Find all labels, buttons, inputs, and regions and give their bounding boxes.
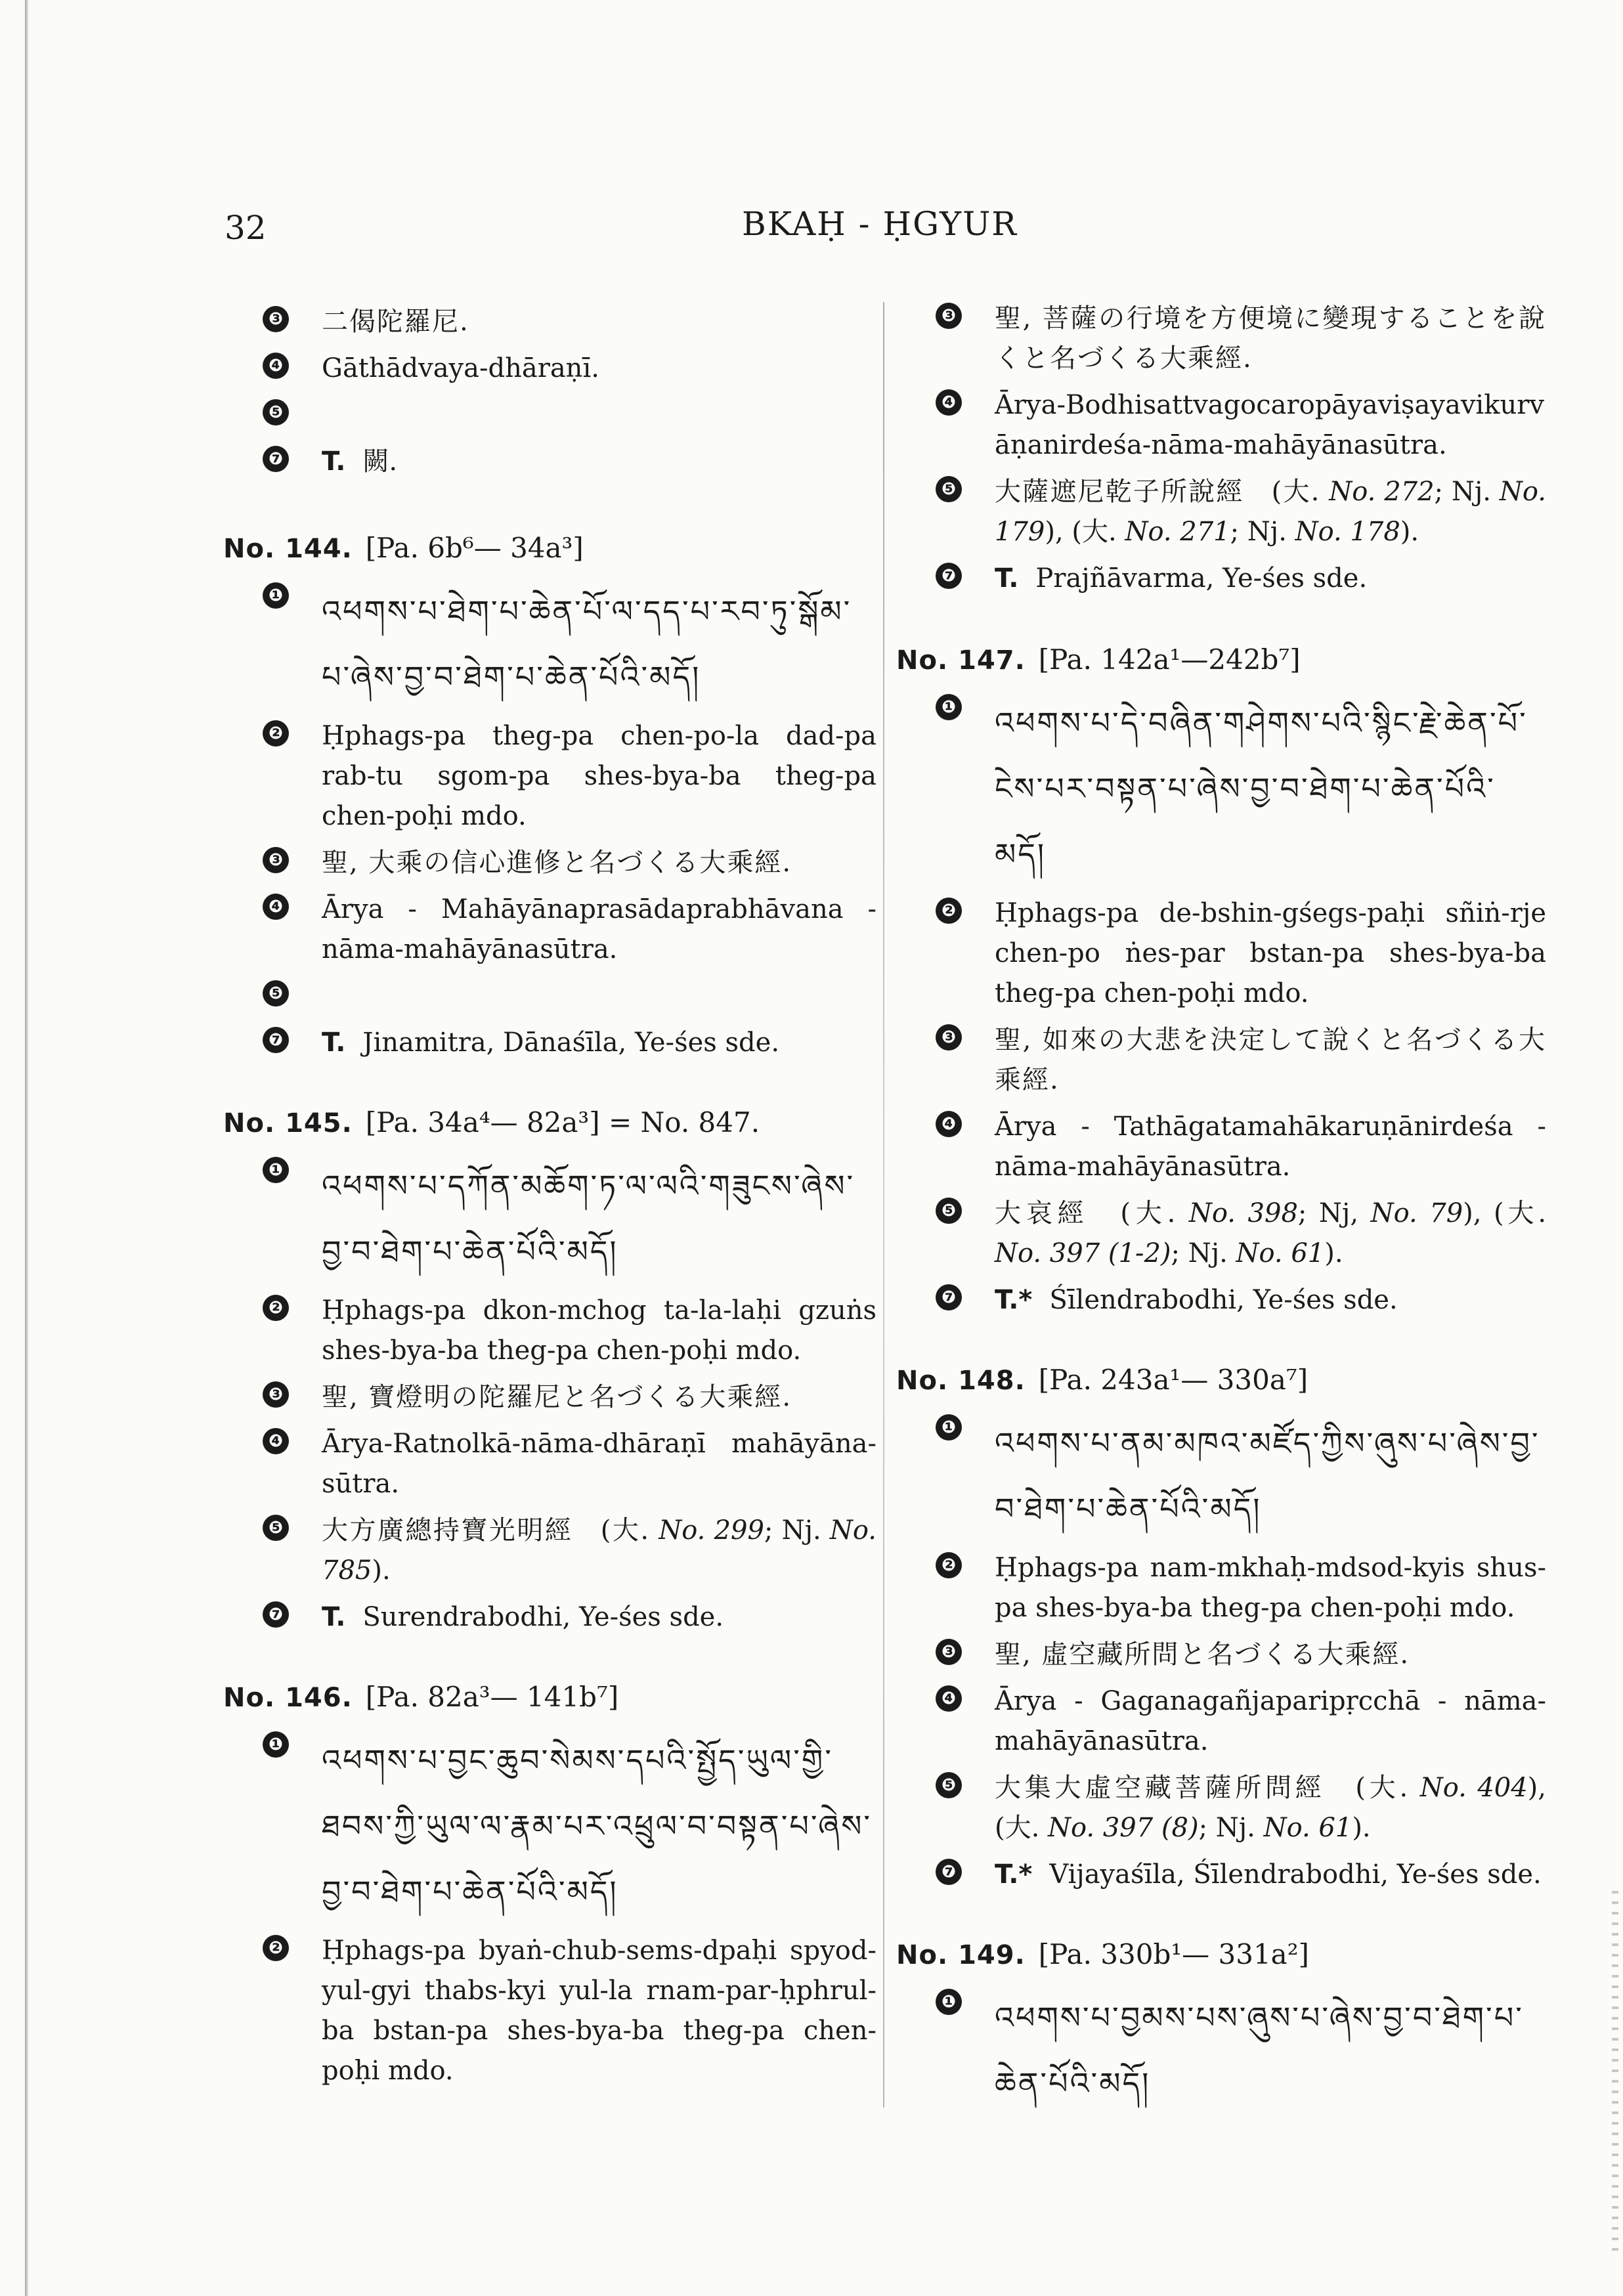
tibetan-title: འཕགས་པ་བྱམས་པས་ཞུས་པ་ཞེས་བྱ་བ་ཐེག་པ་ཆེན་པོའི་མདོ། bbox=[995, 2000, 1524, 2101]
right-column bbox=[896, 292, 1546, 2155]
marker-7: ❼ bbox=[936, 1284, 962, 1310]
item-4 bbox=[223, 349, 876, 389]
taisho-number: No. 397 (1-2) bbox=[995, 1238, 1171, 1268]
folio-ref: [Pa. 243a¹— 330a⁷] bbox=[1038, 1364, 1309, 1396]
ref-separator: ), (大. bbox=[1463, 1198, 1547, 1228]
ref-separator: ; Nj. bbox=[1198, 1813, 1255, 1843]
left-column bbox=[223, 295, 876, 2131]
item-3 bbox=[223, 843, 876, 883]
marker-4: ❹ bbox=[263, 894, 289, 920]
marker-7: ❼ bbox=[263, 446, 289, 472]
sanskrit-title: Ārya - Gaganagañjaparipṛcchā - nāma-mahāyānasūtra. bbox=[995, 1686, 1546, 1756]
marker-7: ❼ bbox=[936, 1859, 962, 1885]
translators: Śīlendrabodhi, Ye-śes sde. bbox=[1049, 1285, 1398, 1315]
translator-prefix: T. bbox=[322, 1602, 346, 1632]
marker-5: ❺ bbox=[263, 980, 289, 1007]
item-3 bbox=[896, 1020, 1546, 1100]
entry-number: No. 145. bbox=[223, 1108, 353, 1138]
ref-separator: ), (大. bbox=[995, 1773, 1546, 1843]
ref-close: ). bbox=[372, 1555, 391, 1586]
marker-5: ❺ bbox=[263, 399, 289, 425]
sanskrit-title: Ārya-Bodhisattvagocaropāyaviṣayavikurvāṇanirdeśa-nāma-mahāyānasūtra. bbox=[995, 390, 1544, 460]
japanese-title: 聖, 如來の大悲を決定して說くと名づくる大乘經. bbox=[995, 1025, 1546, 1095]
entry-number: No. 144. bbox=[223, 534, 353, 564]
item-2 bbox=[223, 1931, 876, 2091]
item-2 bbox=[896, 894, 1546, 1014]
chinese-ref-title: 大哀經 (大. bbox=[995, 1198, 1177, 1228]
marker-7: ❼ bbox=[936, 563, 962, 589]
marker-5: ❺ bbox=[263, 1515, 289, 1541]
japanese-title: 二偈陀羅尼. bbox=[322, 307, 469, 337]
translators: Vijayaśīla, Śīlendrabodhi, Ye-śes sde. bbox=[1049, 1859, 1542, 1890]
item-1 bbox=[896, 1985, 1546, 2116]
marker-2: ❷ bbox=[936, 1552, 962, 1578]
marker-1: ❶ bbox=[936, 1989, 962, 2015]
scan-noise bbox=[1612, 1891, 1618, 2259]
folio-ref: [Pa. 34a⁴— 82a³] = No. 847. bbox=[365, 1106, 760, 1138]
translator-prefix: T. bbox=[995, 563, 1019, 594]
item-3 bbox=[896, 299, 1546, 379]
transliteration: Ḥphags-pa byaṅ-chub-sems-dpaḥi spyod-yul-gyi thabs-kyi yul-la rnam-par-ḥphrul-ba bstan-pa shes-bya-ba theg-pa chen-poḥi mdo. bbox=[322, 1936, 876, 2086]
marker-2: ❷ bbox=[936, 898, 962, 924]
item-3 bbox=[896, 1635, 1546, 1675]
nanjio-number: No. 79 bbox=[1370, 1198, 1463, 1228]
transliteration: Ḥphags-pa dkon-mchog ta-la-laḥi gzuṅs shes-bya-ba theg-pa chen-poḥi mdo. bbox=[322, 1295, 876, 1366]
translator-prefix: T. bbox=[322, 1028, 346, 1058]
nanjio-number: No. 61 bbox=[1236, 1238, 1325, 1268]
entry-number: No. 147. bbox=[896, 645, 1026, 676]
entry-header bbox=[896, 639, 1546, 681]
tibetan-title: འཕགས་པ་ཐེག་པ་ཆེན་པོ་ལ་དད་པ་རབ་ཏུ་སྒོམ་པ་ཞེས་བྱ་བ་ཐེག་པ་ཆེན་པོའི་མདོ། bbox=[322, 594, 852, 695]
item-5 bbox=[223, 1511, 876, 1591]
chinese-ref-title: 大薩遮尼乾子所說經 (大. bbox=[995, 477, 1321, 507]
folio-ref: [Pa. 142a¹—242b⁷] bbox=[1038, 643, 1301, 676]
transliteration: Ḥphags-pa de-bshin-gśegs-paḥi sñiṅ-rje chen-po ṅes-par bstan-pa shes-bya-ba theg-pa chen-poḥi mdo. bbox=[995, 898, 1546, 1008]
nanjio-number: No. 179 bbox=[995, 477, 1547, 547]
marker-7: ❼ bbox=[263, 1601, 289, 1628]
item-7 bbox=[223, 1597, 876, 1637]
japanese-title: 聖, 寶燈明の陀羅尼と名づくる大乘經. bbox=[322, 1382, 792, 1412]
entry-number: No. 149. bbox=[896, 1940, 1026, 1970]
marker-2: ❷ bbox=[263, 1295, 289, 1321]
folio-ref: [Pa. 330b¹— 331a²] bbox=[1038, 1938, 1309, 1970]
scan-edge bbox=[25, 0, 29, 2296]
ref-close: ). bbox=[1352, 1813, 1371, 1843]
ref-separator: ; Nj. bbox=[1171, 1238, 1228, 1268]
item-2 bbox=[223, 1291, 876, 1371]
marker-1: ❶ bbox=[936, 694, 962, 720]
entry-146 bbox=[223, 1677, 876, 2091]
marker-1: ❶ bbox=[263, 1731, 289, 1758]
item-2 bbox=[896, 1548, 1546, 1628]
marker-3: ❸ bbox=[936, 1024, 962, 1051]
item-3 bbox=[223, 1377, 876, 1418]
marker-4: ❹ bbox=[936, 1111, 962, 1137]
item-3 bbox=[223, 302, 876, 342]
entry-143-continued bbox=[223, 302, 876, 482]
item-4 bbox=[896, 1107, 1546, 1187]
translators: Jinamitra, Dānaśīla, Ye-śes sde. bbox=[362, 1028, 780, 1058]
item-4 bbox=[896, 385, 1546, 466]
ref-close: ). bbox=[1324, 1238, 1343, 1268]
entry-146-continued bbox=[896, 299, 1546, 599]
taisho-number: No. 397 (8) bbox=[1048, 1813, 1199, 1843]
ref-close: ). bbox=[1400, 517, 1419, 547]
marker-2: ❷ bbox=[263, 720, 289, 747]
marker-4: ❹ bbox=[936, 389, 962, 416]
item-7 bbox=[223, 1023, 876, 1063]
nanjio-number: No. 785 bbox=[322, 1515, 877, 1586]
item-1 bbox=[223, 1153, 876, 1284]
taisho-number: No. 404 bbox=[1419, 1773, 1528, 1803]
japanese-title: 聖, 虛空藏所問と名づくる大乘經. bbox=[995, 1639, 1410, 1670]
sanskrit-title: Ārya - Tathāgatamahākaruṇānirdeśa - nāma-mahāyānasūtra. bbox=[995, 1112, 1546, 1182]
translator-prefix: T. bbox=[322, 446, 346, 477]
entry-header bbox=[896, 1934, 1546, 1976]
marker-1: ❶ bbox=[263, 1157, 289, 1183]
ref-separator: ; Nj. bbox=[764, 1515, 821, 1546]
sanskrit-title: Ārya-Ratnolkā-nāma-dhāraṇī mahāyāna-sūtra. bbox=[322, 1429, 876, 1499]
item-1 bbox=[223, 578, 876, 710]
marker-3: ❸ bbox=[936, 1639, 962, 1665]
translators: Surendrabodhi, Ye-śes sde. bbox=[362, 1602, 724, 1632]
entry-header bbox=[223, 1677, 876, 1718]
entry-header bbox=[896, 1360, 1546, 1401]
folio-ref: [Pa. 82a³— 141b⁷] bbox=[365, 1681, 619, 1713]
marker-5: ❺ bbox=[936, 1198, 962, 1224]
transliteration: Ḥphags-pa nam-mkhaḥ-mdsod-kyis shus-pa shes-bya-ba theg-pa chen-poḥi mdo. bbox=[995, 1553, 1546, 1623]
item-7 bbox=[896, 1855, 1546, 1895]
marker-3: ❸ bbox=[263, 847, 289, 873]
marker-2: ❷ bbox=[263, 1935, 289, 1961]
item-4 bbox=[223, 890, 876, 970]
ref-separator: ; Nj. bbox=[1434, 477, 1492, 507]
item-7 bbox=[223, 442, 876, 482]
item-5 bbox=[896, 1194, 1546, 1274]
marker-3: ❸ bbox=[263, 1381, 289, 1408]
marker-5: ❺ bbox=[936, 1772, 962, 1798]
taisho-number: No. 398 bbox=[1188, 1198, 1298, 1228]
chinese-ref-title: 大集大虛空藏菩薩所問經 (大. bbox=[995, 1773, 1410, 1803]
nanjio-number: No. 178 bbox=[1295, 517, 1400, 547]
marker-7: ❼ bbox=[263, 1027, 289, 1053]
entry-147 bbox=[896, 639, 1546, 1320]
item-4 bbox=[896, 1681, 1546, 1762]
marker-1: ❶ bbox=[263, 582, 289, 609]
marker-4: ❹ bbox=[263, 353, 289, 379]
tibetan-title: འཕགས་པ་དེ་བཞིན་གཤེགས་པའི་སྙིང་རྗེ་ཆེན་པོ་ངེས་པར་བསྟན་པ་ཞེས་བྱ་བ་ཐེག་པ་ཆེན་པོའི་མདོ། bbox=[995, 705, 1528, 872]
sanskrit-title: Ārya - Mahāyānaprasādaprabhāvana - nāma-mahāyānasūtra. bbox=[322, 894, 876, 964]
tibetan-title: འཕགས་པ་དཀོན་མཆོག་ཏ་ལ་ལའི་གཟུངས་ཞེས་བྱ་བ་ཐེག་པ་ཆེན་པོའི་མདོ། bbox=[322, 1168, 855, 1269]
translators: Prajñāvarma, Ye-śes sde. bbox=[1035, 563, 1368, 594]
item-1 bbox=[896, 1410, 1546, 1542]
japanese-title: 聖, 大乘の信心進修と名づくる大乘經. bbox=[322, 848, 792, 878]
page-number: 32 bbox=[225, 209, 267, 247]
entry-148 bbox=[896, 1360, 1546, 1895]
taisho-number: No. 299 bbox=[659, 1515, 764, 1546]
tibetan-title: འཕགས་པ་བྱང་ཆུབ་སེམས་དཔའི་སྤྱོད་ཡུལ་གྱི་ཐབས་ཀྱི་ཡུལ་ལ་རྣམ་པར་འཕྲུལ་བ་བསྟན་པ་ཞེས་བྱ་བ་ཐེག་པ་ཆེན་པོའི་མདོ། bbox=[322, 1743, 873, 1909]
item-5 bbox=[223, 395, 876, 435]
item-5 bbox=[896, 472, 1546, 552]
item-1 bbox=[896, 690, 1546, 887]
entry-number: No. 146. bbox=[223, 1683, 353, 1713]
japanese-title: 聖, 菩薩の行境を方便境に變現することを說くと名づくる大乘經. bbox=[995, 303, 1546, 374]
translator-prefix: T.* bbox=[995, 1859, 1033, 1890]
entry-header bbox=[223, 528, 876, 569]
folio-ref: [Pa. 6b⁶— 34a³] bbox=[365, 532, 584, 564]
column-rule bbox=[883, 302, 884, 2108]
ref-separator: ; Nj. bbox=[1230, 517, 1287, 547]
transliteration: Ḥphags-pa theg-pa chen-po-la dad-pa rab-tu sgom-pa shes-bya-ba theg-pa chen-poḥi mdo. bbox=[322, 721, 876, 831]
entry-145 bbox=[223, 1102, 876, 1637]
taisho-number: No. 272 bbox=[1329, 477, 1435, 507]
marker-4: ❹ bbox=[936, 1685, 962, 1712]
running-head: BKAḤ - ḤGYUR bbox=[742, 205, 1018, 243]
item-7 bbox=[896, 1280, 1546, 1320]
marker-3: ❸ bbox=[936, 303, 962, 329]
entry-header bbox=[223, 1102, 876, 1144]
entry-number: No. 148. bbox=[896, 1366, 1026, 1396]
item-2 bbox=[223, 716, 876, 836]
taisho-number: No. 271 bbox=[1125, 517, 1230, 547]
sanskrit-title: Gāthādvaya-dhāraṇī. bbox=[322, 353, 599, 383]
ref-separator: ), (大. bbox=[1045, 517, 1117, 547]
translator-prefix: T.* bbox=[995, 1285, 1033, 1315]
ref-separator: ; Nj, bbox=[1297, 1198, 1359, 1228]
entry-144 bbox=[223, 528, 876, 1063]
item-5 bbox=[223, 976, 876, 1016]
tibetan-title: འཕགས་པ་ནམ་མཁའ་མཛོད་ཀྱིས་ཞུས་པ་ཞེས་བྱ་བ་ཐེག་པ་ཆེན་པོའི་མདོ། bbox=[995, 1425, 1540, 1527]
item-7 bbox=[896, 559, 1546, 599]
marker-3: ❸ bbox=[263, 306, 289, 332]
chinese-ref-title: 大方廣總持寶光明經 (大. bbox=[322, 1515, 651, 1546]
marker-4: ❹ bbox=[263, 1428, 289, 1454]
entry-149 bbox=[896, 1934, 1546, 2116]
item-4 bbox=[223, 1424, 876, 1504]
marker-1: ❶ bbox=[936, 1414, 962, 1440]
item-5 bbox=[896, 1768, 1546, 1848]
nanjio-number: No. 61 bbox=[1263, 1813, 1352, 1843]
item-1 bbox=[223, 1727, 876, 1924]
marker-5: ❺ bbox=[936, 476, 962, 502]
translators: 闕. bbox=[362, 446, 398, 477]
